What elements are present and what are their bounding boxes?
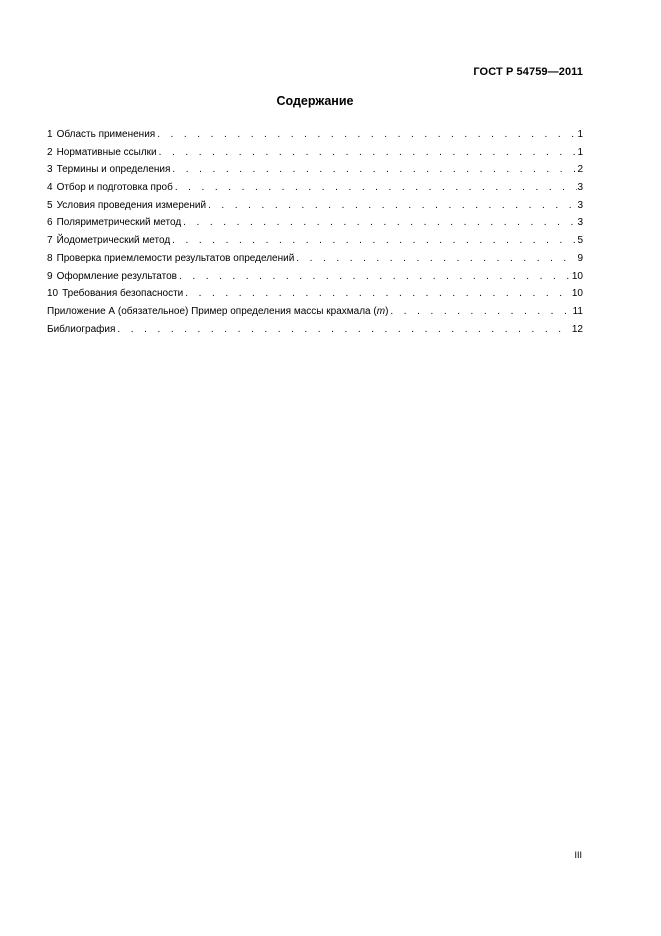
toc-entry-number: 1 <box>47 129 53 140</box>
toc-entry-number: 8 <box>47 252 53 264</box>
toc-entry-page: 3 <box>577 217 583 229</box>
toc-entry-number: 3 <box>47 164 53 176</box>
toc-entry-8[interactable] <box>47 250 583 268</box>
toc-entry-appendix-a[interactable] <box>47 303 583 321</box>
toc-entry-9[interactable] <box>47 268 583 286</box>
toc-entry-number: 9 <box>47 270 53 282</box>
toc-entry-2[interactable] <box>47 144 583 162</box>
toc-entry-number: 7 <box>47 235 53 247</box>
toc-entry-label: Библиография <box>47 323 116 335</box>
toc-entry-label: Нормативные ссылки <box>56 146 157 158</box>
toc-entry-7[interactable] <box>47 232 583 250</box>
dot-leader <box>170 161 577 179</box>
toc-entry-label: Поляриметрический метод <box>56 217 182 229</box>
toc-entry-label-tail: ) <box>385 305 389 317</box>
toc-entry-page: 1 <box>577 146 583 158</box>
table-of-contents <box>47 126 583 338</box>
dot-leader <box>155 126 577 144</box>
toc-entry-page: 11 <box>572 305 583 317</box>
dot-leader <box>170 232 577 250</box>
toc-entry-label: Область применения <box>56 129 156 140</box>
standard-designation: ГОСТ Р 54759—2011 <box>473 66 583 78</box>
dot-leader <box>177 268 572 286</box>
toc-entry-5[interactable] <box>47 197 583 215</box>
toc-entry-page: 3 <box>577 182 583 194</box>
toc-entry-label: Проверка приемлемости результатов определений <box>56 252 295 264</box>
toc-entry-page: 10 <box>571 288 583 300</box>
toc-entry-page: 12 <box>571 323 583 335</box>
toc-title: Содержание <box>276 94 354 108</box>
toc-entry-label: Йодометрический метод <box>56 235 171 247</box>
toc-entry-page: 9 <box>577 252 583 264</box>
toc-entry-number: 5 <box>47 199 53 211</box>
toc-entry-label-main: Приложение А (обязательное) Пример определения массы крахмала ( <box>47 305 377 317</box>
page-number: III <box>574 850 582 860</box>
toc-entry-label: Условия проведения измерений <box>56 199 207 211</box>
toc-entry-number: 2 <box>47 146 53 158</box>
toc-entry-page: 1 <box>577 129 583 140</box>
toc-entry-bibliography[interactable] <box>47 321 583 339</box>
toc-entry-label: Требования безопасности <box>62 288 184 300</box>
dot-leader <box>388 303 572 321</box>
toc-entry-page: 3 <box>577 199 583 211</box>
toc-entry-number: 10 <box>47 288 59 300</box>
toc-entry-label: Оформление результатов <box>56 270 177 282</box>
toc-entry-3[interactable] <box>47 161 583 179</box>
dot-leader <box>183 285 572 303</box>
toc-entry-label: Термины и определения <box>56 164 171 176</box>
toc-entry-6[interactable] <box>47 214 583 232</box>
toc-entry-1[interactable] <box>47 126 583 144</box>
dot-leader <box>294 250 577 268</box>
toc-entry-page: 2 <box>577 164 583 176</box>
dot-leader <box>206 197 577 215</box>
toc-entry-label <box>47 303 388 321</box>
toc-entry-number: 4 <box>47 182 53 194</box>
toc-entry-number: 6 <box>47 217 53 229</box>
toc-entry-label-variable: m <box>376 305 386 317</box>
toc-entry-label: Отбор и подготовка проб <box>56 182 173 194</box>
toc-entry-10[interactable] <box>47 285 583 303</box>
toc-entry-page: 10 <box>571 270 583 282</box>
toc-entry-4[interactable] <box>47 179 583 197</box>
dot-leader <box>181 214 577 232</box>
dot-leader <box>157 144 578 162</box>
dot-leader <box>115 321 571 339</box>
dot-leader <box>173 179 578 197</box>
toc-entry-page: 5 <box>577 235 583 247</box>
